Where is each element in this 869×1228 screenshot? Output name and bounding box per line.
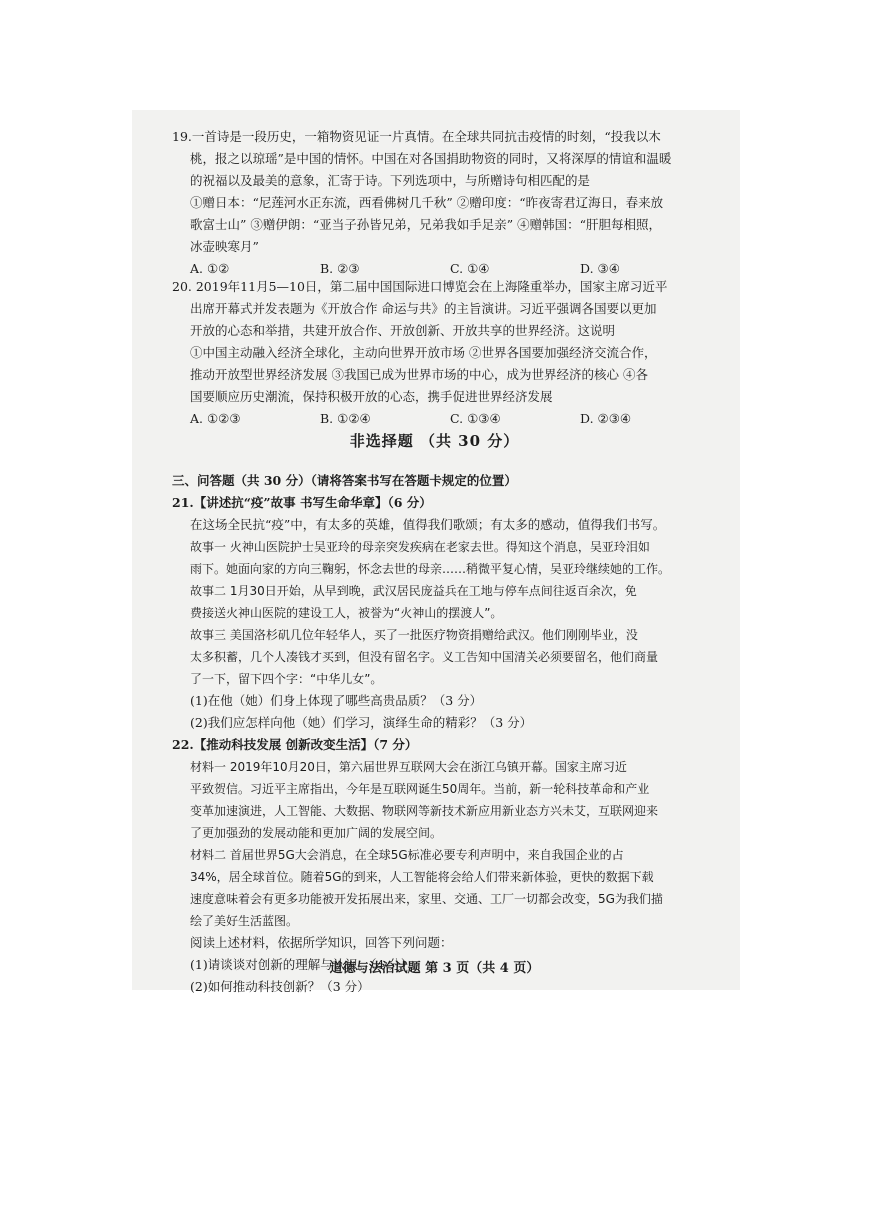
option-b: B. ①②④ [320, 411, 371, 426]
q19-line: ①赠日本：“尼莲河水正东流，西看佛树几千秋” ②赠印度：“昨夜寄君辽海日，春来放 [190, 195, 664, 210]
q20-line: 推动开放型世界经济发展 ③我国已成为世界市场的中心，成为世界经济的核心 ④各 [190, 367, 648, 382]
option-d: D. ②③④ [580, 411, 632, 426]
option-c: C. ①④ [450, 261, 490, 276]
q22-title: 22.【推动科技发展 创新改变生活】（7 分） [172, 737, 418, 752]
section-title: 非选择题 （共 30 分） [349, 432, 520, 450]
q21-title: 21.【讲述抗“疫”故事 书写生命华章】（6 分） [172, 495, 432, 510]
q20-line: 20. 2019年11月5—10日，第二届中国国际进口博览会在上海隆重举办，国家主席习近平 [172, 279, 668, 294]
q22-prompt: 阅读上述材料，依据所学知识，回答下列问题： [190, 935, 453, 950]
q20-line: ①中国主动融入经济全球化，主动向世界开放市场 ②世界各国要加强经济交流合作， [190, 345, 657, 360]
q21-story-line: 费接送火神山医院的建设工人，被誉为“火神山的摆渡人”。 [190, 606, 503, 620]
q22-material-line: 了更加强劲的发展动能和更加广阔的发展空间。 [190, 826, 443, 840]
q22-material-line: 平致贺信。习近平主席指出，今年是互联网诞生50周年。当前，新一轮科技革命和产业 [190, 782, 650, 796]
option-a: A. ①②③ [190, 411, 241, 426]
q19-line: 的祝福以及最美的意象，汇寄于诗。下列选项中，与所赠诗句相匹配的是 [190, 173, 591, 188]
q22-material-line: 材料一 2019年10月20日，第六届世界互联网大会在浙江乌镇开幕。国家主席习近 [190, 760, 627, 774]
q22-material-line: 34%，居全球首位。随着5G的到来，人工智能将会给人们带来新体验，更快的数据下载 [190, 870, 654, 884]
q20-options [172, 408, 717, 430]
part-heading: 三、问答题（共 30 分）（请将答案书写在答题卡规定的位置） [172, 473, 517, 488]
question-19 [172, 126, 717, 280]
q19-line: 19.一首诗是一段历史，一箱物资见证一片真情。在全球共同抗击疫情的时刻，“投我以木 [172, 129, 661, 144]
q21-question: (1)在他（她）们身上体现了哪些高贵品质？（3 分） [190, 693, 483, 708]
q21-question: (2)我们应怎样向他（她）们学习，演绎生命的精彩？（3 分） [190, 715, 533, 730]
q22-question: (1)请谈谈对创新的理解与认识。（4 分） [190, 957, 414, 972]
q20-line: 出席开幕式并发表题为《开放合作 命运与共》的主旨演讲。习近平强调各国要以更加 [190, 301, 657, 316]
q22-material-line: 变革加速演进，人工智能、大数据、物联网等新技术新应用新业态方兴未艾，互联网迎来 [190, 804, 659, 818]
q20-line: 国要顺应历史潮流，保持积极开放的心态，携手促进世界经济发展 [190, 389, 553, 404]
option-c: C. ①③④ [450, 411, 501, 426]
q21-intro: 在这场全民抗“疫”中，有太多的英雄，值得我们歌颂；有太多的感动，值得我们书写。 [190, 517, 666, 532]
q22-material-line: 绘了美好生活蓝图。 [190, 914, 299, 928]
q21-story-line: 故事一 火神山医院护士吴亚玲的母亲突发疾病在老家去世。得知这个消息，吴亚玲泪如 [190, 540, 650, 554]
q22-material-line: 材料二 首届世界5G大会消息，在全球5G标准必要专利声明中，来自我国企业的占 [190, 848, 624, 862]
option-b: B. ②③ [320, 261, 360, 276]
q21-story-line: 故事三 美国洛杉矶几位年轻华人，买了一批医疗物资捐赠给武汉。他们刚刚毕业，没 [190, 628, 638, 642]
q22-material-line: 速度意味着会有更多功能被开发拓展出来，家里、交通、工厂一切都会改变，5G为我们描 [190, 892, 663, 906]
q21-story-line: 故事二 1月30日开始，从早到晚，武汉居民庞益兵在工地与停车点间往返百余次，免 [190, 584, 637, 598]
q21-story-line: 雨下。她面向家的方向三鞠躬，怀念去世的母亲……稍微平复心情，吴亚玲继续她的工作。 [190, 562, 671, 576]
part-3 [172, 470, 717, 998]
q21-story-line: 太多积蓄，几个人凑钱才买到，但没有留名字。义工告知中国清关必须要留名，他们商量 [190, 650, 659, 664]
q20-line: 开放的心态和举措，共建开放合作、开放创新、开放共享的世界经济。这说明 [190, 323, 616, 338]
q19-line: 歌富士山” ③赠伊朗：“亚当子孙皆兄弟，兄弟我如手足亲” ④赠韩国：“肝胆每相照， [190, 217, 662, 232]
page-footer: 道德与法治试题 第 3 页（共 4 页） [329, 961, 540, 976]
q22-question: (2)如何推动科技创新？（3 分） [190, 979, 370, 994]
q19-line: 桃，报之以琼瑶”是中国的情怀。中国在对各国捐助物资的同时，又将深厚的情谊和温暖 [190, 151, 672, 166]
option-d: D. ③④ [580, 261, 620, 276]
question-20 [172, 276, 717, 430]
q21-story-line: 了一下，留下四个字：“中华儿女”。 [190, 672, 383, 686]
q19-line: 冰壶映寒月” [190, 239, 259, 254]
option-a: A. ①② [190, 261, 230, 276]
